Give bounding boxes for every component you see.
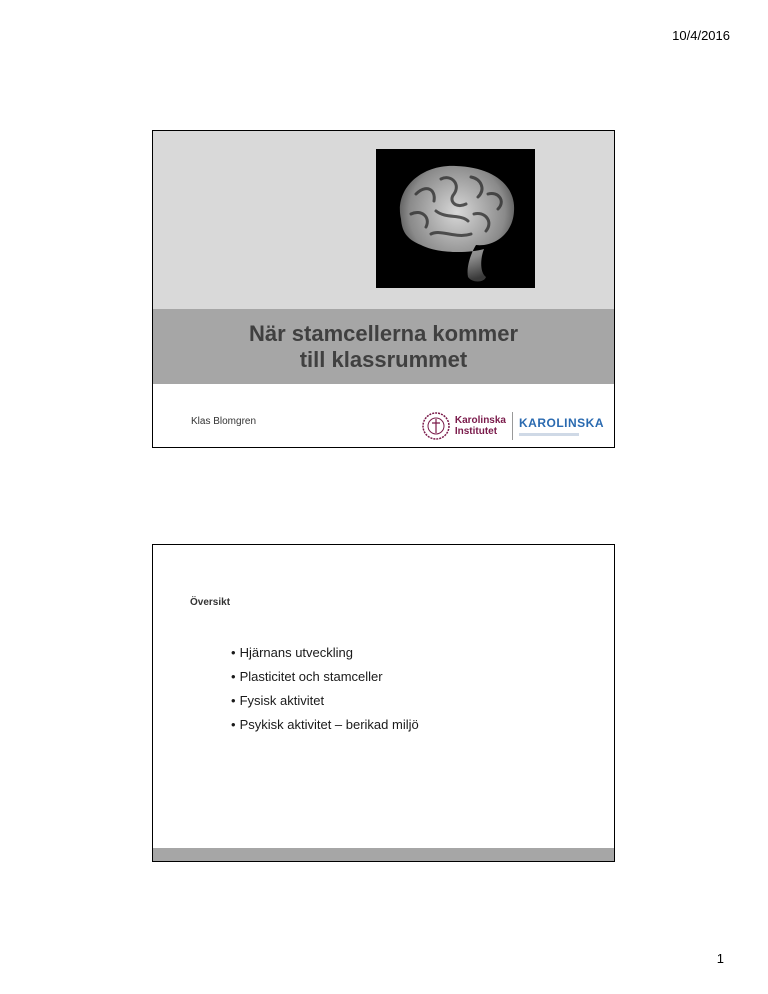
brain-image bbox=[376, 149, 535, 288]
slide-title-line-1: När stamcellerna kommer bbox=[248, 320, 519, 346]
bullet-list bbox=[231, 641, 419, 737]
bullet-text: Psykisk aktivitet – berikad miljö bbox=[239, 717, 419, 732]
ki-logo-text bbox=[455, 415, 506, 437]
overview-heading: Översikt bbox=[190, 597, 231, 608]
slide-footer-bar bbox=[153, 848, 614, 861]
logo-divider bbox=[512, 412, 513, 440]
bullet-text: Fysisk aktivitet bbox=[239, 693, 325, 708]
brain-illustration bbox=[376, 149, 535, 288]
overview-slide bbox=[152, 544, 615, 862]
karolinska-logo bbox=[519, 416, 604, 436]
slide-title-line-2: till klassrummet bbox=[299, 346, 468, 372]
bullet-text: Hjärnans utveckling bbox=[239, 645, 354, 660]
list-item bbox=[231, 689, 419, 713]
list-item bbox=[231, 641, 419, 665]
list-item bbox=[231, 665, 419, 689]
ki-logo-line-1: Karolinska bbox=[454, 415, 506, 426]
page-date: 10/4/2016 bbox=[672, 28, 730, 43]
title-band bbox=[153, 309, 614, 384]
ki-seal-icon bbox=[421, 411, 451, 441]
bullet-text: Plasticitet och stamceller bbox=[239, 669, 383, 684]
list-item bbox=[231, 713, 419, 737]
karolinska-logo-subline bbox=[519, 433, 579, 436]
title-slide bbox=[152, 130, 615, 448]
bullet-icon: • bbox=[231, 669, 236, 684]
karolinska-logo-text: KAROLINSKA bbox=[519, 416, 604, 430]
ki-logo-line-2: Institutet bbox=[454, 426, 498, 437]
author-name: Klas Blomgren bbox=[191, 416, 257, 427]
institution-logos bbox=[421, 409, 604, 443]
bullet-icon: • bbox=[231, 693, 236, 708]
page-number: 1 bbox=[716, 951, 724, 966]
bullet-icon: • bbox=[231, 717, 236, 732]
bullet-icon: • bbox=[231, 645, 236, 660]
